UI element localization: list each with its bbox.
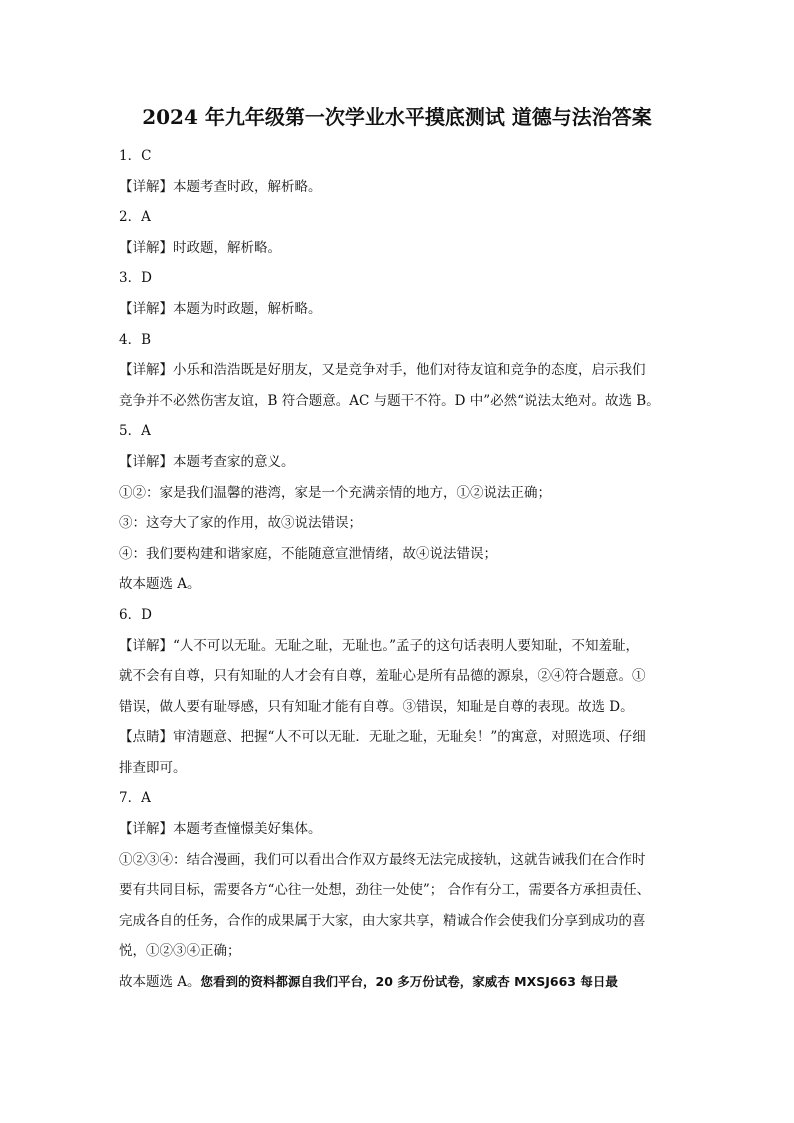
page-title: 2024 年九年级第一次学业水平摸底测试 道德与法治答案 [142,105,652,129]
answer-q7: 7．A [119,790,151,807]
detail-q5-item-1: ①②：家是我们温馨的港湾，家是一个充满亲情的地方，①②说法正确； [119,484,551,501]
final-line [119,967,679,998]
conclusion-q5: 故本题选 A。 [119,576,201,593]
detail-q7: 【详解】本题考查憧憬美好集体。 [119,821,322,838]
answer-q6: 6．D [119,606,152,623]
detail-q3: 【详解】本题为时政题，解析略。 [119,300,322,317]
detail-q1: 【详解】本题考查时政，解析略。 [119,178,322,195]
detail-q7-line-3: 完成各自的任务，合作的成果属于大家，由大家共享，精诚合作会使我们分享到成功的喜 [119,912,646,929]
answer-q4: 4．B [119,331,152,348]
answer-content [119,141,679,998]
detail-q5-item-2: ③：这夸大了家的作用，故③说法错误； [119,515,362,532]
detail-q5: 【详解】本题考查家的意义。 [119,453,295,470]
detail-q7-line-2: 要有共同目标，需要各方“心往一处想，劲往一处使”； 合作有分工，需要各方承担责任、 [119,882,651,899]
detail-q7-line-4: 悦，①②③④正确； [119,943,241,960]
answer-q2: 2．A [119,209,151,226]
answer-q1: 1．C [119,148,152,164]
detail-q4-line-2: 竞争并不必然伤害友谊，B 符合题意。AC 与题干不符。D 中”必然“说法太绝对。故选 B。 [119,392,660,409]
detail-q6-line-3: 错误，做人要有耻辱感，只有知耻才能有自尊。③错误，知耻是自尊的表现。故选 D。 [119,698,634,715]
detail-q7-line-1: ①②③④：结合漫画，我们可以看出合作双方最终无法完成接轨，这就告诫我们在合作时 [119,851,646,868]
detail-q6-line-1: 【详解】“人不可以无耻。无耻之耻，无耻也。”孟子的这句话表明人要知耻，不知羞耻， [119,637,640,654]
footer-notice: 您看到的资料都源自我们平台，20 多万份试卷，家威杏 MXSJ663 每日最 [200,974,618,990]
detail-q5-item-3: ④：我们要构建和谐家庭，不能随意宣泄情绪，故④说法错误； [119,545,497,562]
point-q6-line-2: 排查即可。 [119,759,187,776]
answer-q5: 5．A [119,423,151,440]
conclusion-q7: 故本题选 A。 [119,974,201,991]
detail-q2: 【详解】时政题，解析略。 [119,239,281,256]
point-q6-line-1: 【点睛】审清题意、把握“人不可以无耻．无耻之耻，无耻矣！”的寓意，对照选项、仔细 [119,729,646,746]
answer-q3: 3．D [119,270,152,287]
detail-q4-line-1: 【详解】小乐和浩浩既是好朋友，又是竞争对手，他们对待友谊和竞争的态度，启示我们 [119,362,646,379]
detail-q6-line-2: 就不会有自尊，只有知耻的人才会有自尊，羞耻心是所有品德的源泉，②④符合题意。① [119,668,646,685]
